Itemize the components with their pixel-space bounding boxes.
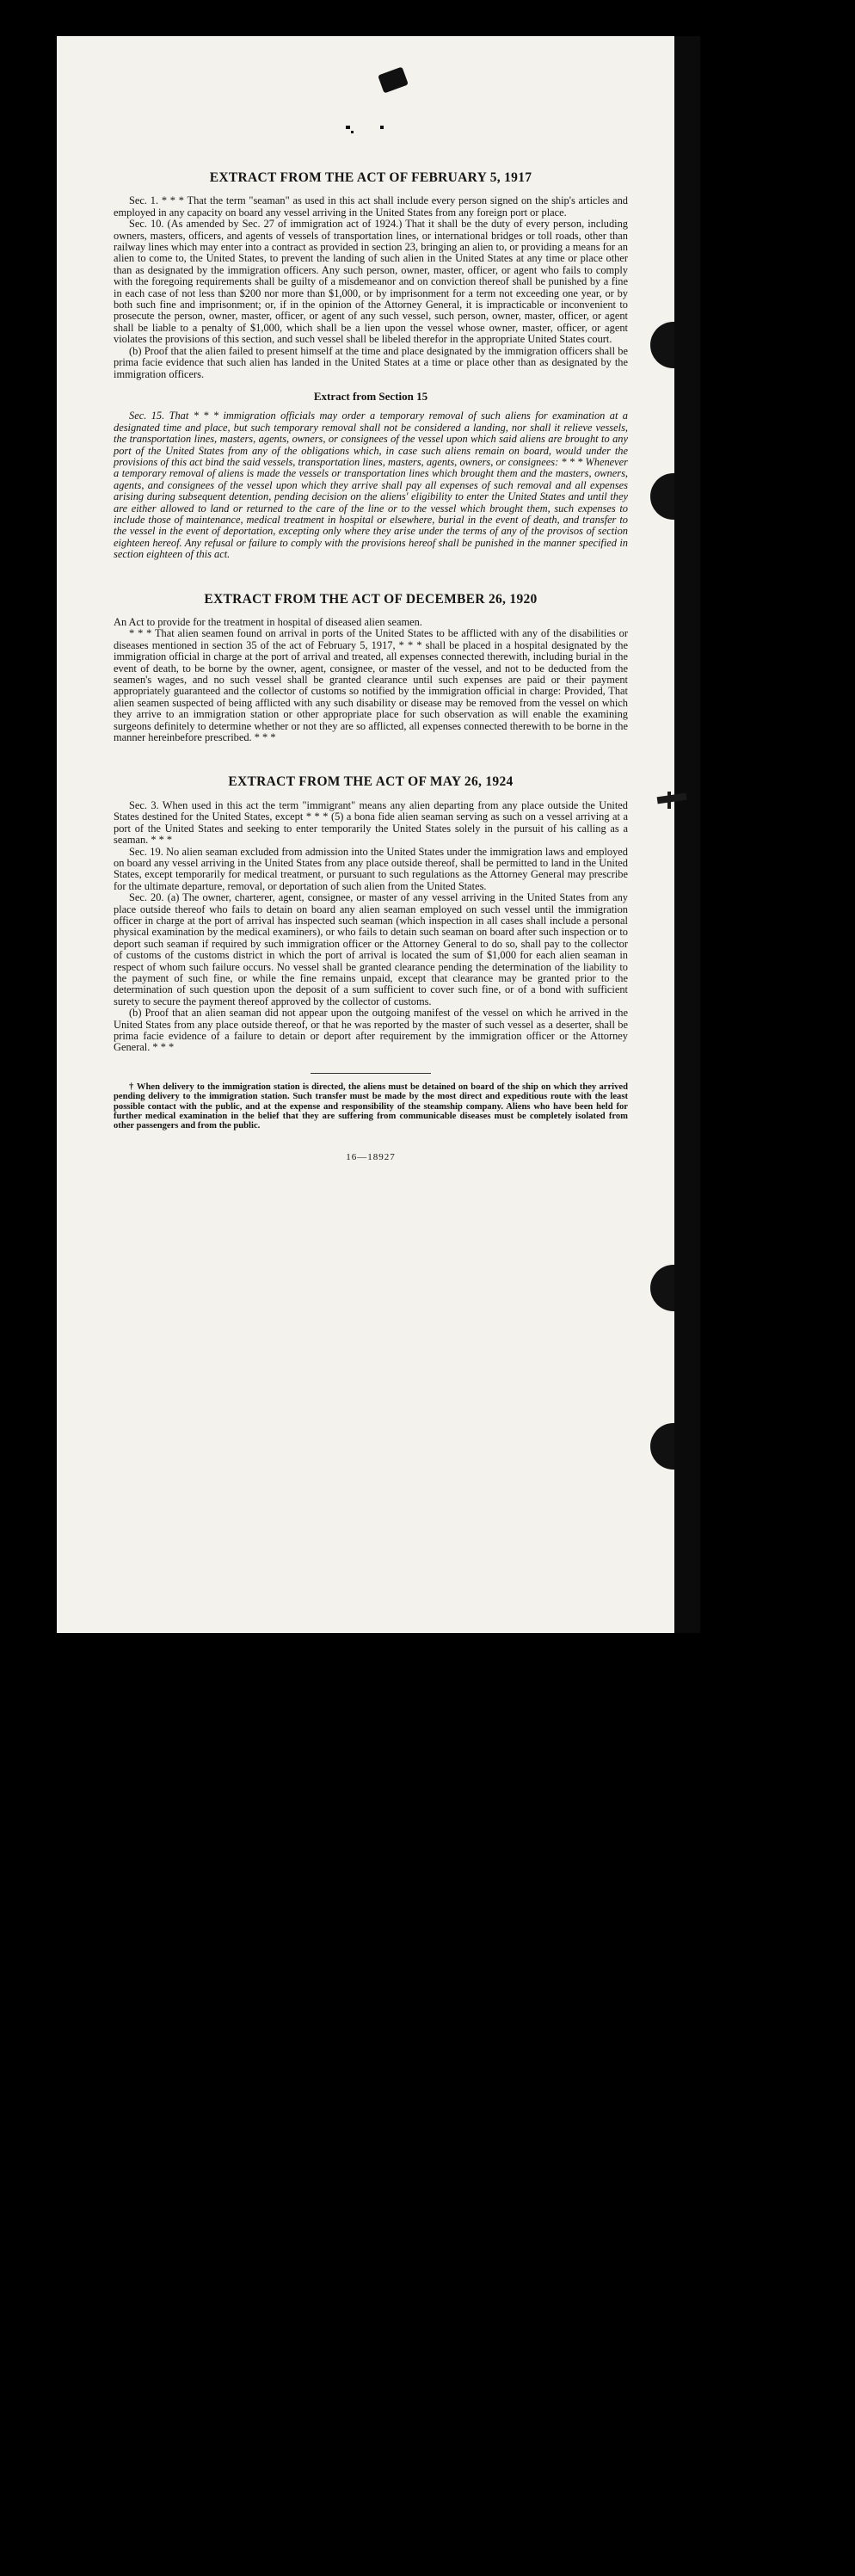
speck-mark (346, 126, 350, 129)
paragraph-sec-10-b: (b) Proof that the alien failed to present himself at the time and place designated by the immigration officers shall be prima facie evidence that such alien has landed in the United States at a time or place other than as designated by the immigration officers. (114, 344, 628, 380)
paragraph-act-title-1920: An Act to provide for the treatment in hospital of diseased alien seamen. (114, 616, 422, 628)
paragraph-sec-10: Sec. 10. (As amended by Sec. 27 of immigration act of 1924.) That it shall be the duty of every person, including owners, masters, officers, and agents of vessels of transportation lines, or international bridges or toll roads, other than railway lines which may enter into a contract as provided in section 23, bringing an alien to, or providing a means for an alien to come to, the United States, to prevent the landing of such alien in the United States at any time or place other than as designated by the immigration officers. Any such person, owner, master, officer, or agent who fails to comply with the foregoing requirements shall be guilty of a misdemeanor and on conviction thereof shall be punished by a fine in each case of not less than $200 nor more than $1,000, or by imprisonment for a term not exceeding one year, or by both such fine and imprisonment; or, if in the opinion of the Attorney General, it is impracticable or inconvenient to prosecute the person, owner, master, officer, or agent of any such vessel, such person, owner, master, officer, or agent shall be liable to a penalty of $1,000, which shall be a lien upon the vessel whose owner, master, officer, or agent violates the provisions of this section, and such vessel shall be libeled therefor in the appropriate United States court. (114, 218, 628, 346)
paragraph-sec-19: Sec. 19. No alien seaman excluded from admission into the United States under the immigration laws and employed on board any vessel arriving in the United States from any place outside thereof, shall be permitted to land in the United States, except temporarily for medical treatment, or pursuant to such regulations as the Attorney General may prescribe for the ultimate departure, removal, or deportation of such alien from the United States. (114, 845, 628, 892)
subheading-section-15: Extract from Section 15 (313, 389, 428, 403)
paragraph-sec-20-b: (b) Proof that an alien seaman did not appear upon the outgoing manifest of the vessel on which he arrived in the United States from any place outside thereof, or that he was reported by the master of such vessel as a deserter, shall be prima facie evidence of a failure to detain or deport after requirement by the immigration officer or the Attorney General. * * * (114, 1007, 628, 1054)
punch-hole (650, 473, 674, 520)
form-number: 16—18927 (346, 1151, 396, 1162)
punch-hole (650, 322, 674, 368)
heading-act-1924: EXTRACT FROM THE ACT OF MAY 26, 1924 (228, 774, 514, 790)
paragraph-sec-20-a: Sec. 20. (a) The owner, charterer, agent, consignee, or master of any vessel arriving in the United States from any place outside thereof who fails to detain on board any alien seaman employed on such vessel until the immigration officer in charge at the port of arrival has inspected such seaman (which inspection in all cases shall include a personal physical examination by the medical examiners), or who fails to detain such seaman on board after such inspection or to deport such seaman if required by such immigration officer or the Attorney General to do so, shall pay to the collector of customs of the customs district in which the port of arrival is located the sum of $1,000 for each alien seaman in respect of whom such failure occurs. No vessel shall be granted clearance pending the determination of the liability to the payment of such fine, or while the fine remains unpaid, except that clearance may be granted prior to the determination of such question upon the deposit of a sum sufficient to cover such fine, or of a bond with sufficient surety to secure the payment thereof approved by the collector of customs. (114, 891, 628, 1008)
document-body (114, 139, 628, 1163)
heading-act-1917: EXTRACT FROM THE ACT OF FEBRUARY 5, 1917 (209, 170, 532, 185)
speck-mark (380, 126, 384, 129)
footnote: † When delivery to the immigration station is directed, the aliens must be detained on board of the ship on which they arrived pending delivery to the immigration station. Such transfer must be made by the most direct and expeditious route with the least possible contact with the public, and at the expense and responsibility of the steamship company. Aliens who have been held for further medical examination in the belief that they are suffering from communicable diseases must be completely isolated from other passengers and from the public. (114, 1082, 628, 1131)
page-shadow-edge (674, 36, 700, 1633)
paragraph-sec-1: Sec. 1. * * * That the term "seaman" as used in this act shall include every person signed on the ship's articles and employed in any capacity on board any vessel arriving in the United States from any foreign port or place. (114, 194, 628, 219)
footnote-divider (311, 1073, 431, 1074)
punch-hole (650, 1265, 674, 1311)
staple-mark (378, 67, 409, 94)
punch-hole (650, 1423, 674, 1470)
document-page (57, 36, 674, 1633)
paragraph-act-1920-body: * * * That alien seamen found on arrival in ports of the United States to be afflicted with any of the disabilities or diseases mentioned in section 35 of the act of February 5, 1917, * * * shall be placed in a hospital designated by the immigration official in charge at the port of arrival and treated, all expenses connected therewith, including burial in the event of death, to be borne by the owner, agent, consignee, or master of the vessel, and not to be deducted from the seamen's wages, and no such vessel shall be granted clearance until such expenses are paid or their payment appropriately guaranteed and the collector of customs so notified by the immigration official in charge: Provided, That alien seamen suspected of being afflicted with any such disability or disease may be removed from the vessel on which they arrive to an immigration station or other appropriate place for such observation as will enable the examining surgeons definitely to determine whether or not they are so afflicted, all expenses connected therewith to be borne in the manner hereinbefore prescribed. * * * (114, 627, 628, 744)
speck-mark (351, 131, 354, 133)
margin-mark (667, 792, 671, 809)
paragraph-sec-3: Sec. 3. When used in this act the term "immigrant" means any alien departing from any place outside the United States destined for the United States, except * * * (5) a bona fide alien seaman serving as such on a vessel arriving at a port of the United States and seeking to enter temporarily the United States solely in the pursuit of his calling as a seaman. * * * (114, 798, 628, 847)
heading-act-1920: EXTRACT FROM THE ACT OF DECEMBER 26, 1920 (204, 591, 538, 607)
paragraph-sec-15: Sec. 15. That * * * immigration officials may order a temporary removal of such aliens for examination at a designated time and place, but such temporary removal shall not be considered a landing, nor shall it relieve vessels, the transportation lines, masters, agents, owners, or consignees of the vessel upon which said aliens are brought to any port of the United States from any of the obligations which, in case such aliens remain on board, would under the provisions of this act bind the said vessels, transportation lines, masters, agents, owners, or consignees: * * * Whenever a temporary removal of aliens is made the vessels or transportation lines which brought them and the masters, owners, agents, and consignees of the vessel upon which they arrive shall pay all expenses of such removal and all expenses arising during subsequent detention, pending decision on the aliens' eligibility to enter the United States and until they are either allowed to land or returned to the care of the line or to the vessel which brought them, such expenses to include those of maintenance, medical treatment in hospital or elsewhere, burial in the event of death, and transfer to the vessel in the event of deportation, excepting only where they arise under the terms of any of the provisos of section eighteen hereof. Any refusal or failure to comply with the provisions hereof shall be punished in the manner specified in section eighteen of this act. (114, 410, 628, 561)
